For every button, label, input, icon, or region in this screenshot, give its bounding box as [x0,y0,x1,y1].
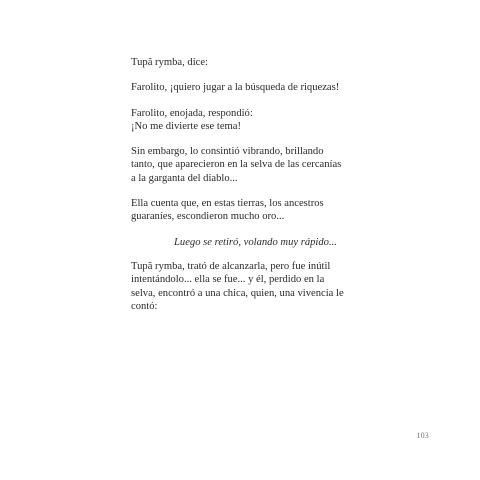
paragraph-2: Farolito, ¡quiero jugar a la búsqueda de riquezas! [131,82,340,94]
paragraph-4: Sin embargo, lo consintió vibrando, brillando tanto, que aparecieron en la selva de las cercanías a la garganta del diablo... [131,146,342,184]
paragraph-5: Ella cuenta que, en estas tierras, los ancestros guaraníes, escondieron mucho oro... [131,198,324,223]
paragraph-7: Tupã rymba, trató de alcanzarla, pero fue inútil intentándolo... ella se fue... y él, perdido en la selva, encontró a una chica, quien, una vivencia le contó: [131,260,344,312]
paragraph-3: Farolito, enojada, respondió: ¡No me divierte ese tema! [131,107,253,132]
body-text [131,56,371,325]
page-number: 103 [416,431,429,440]
paragraph-1: Tupã rymba, dice: [131,57,208,68]
paragraph-6-italic: Luego se retiró, volando muy rápido... [174,236,337,248]
